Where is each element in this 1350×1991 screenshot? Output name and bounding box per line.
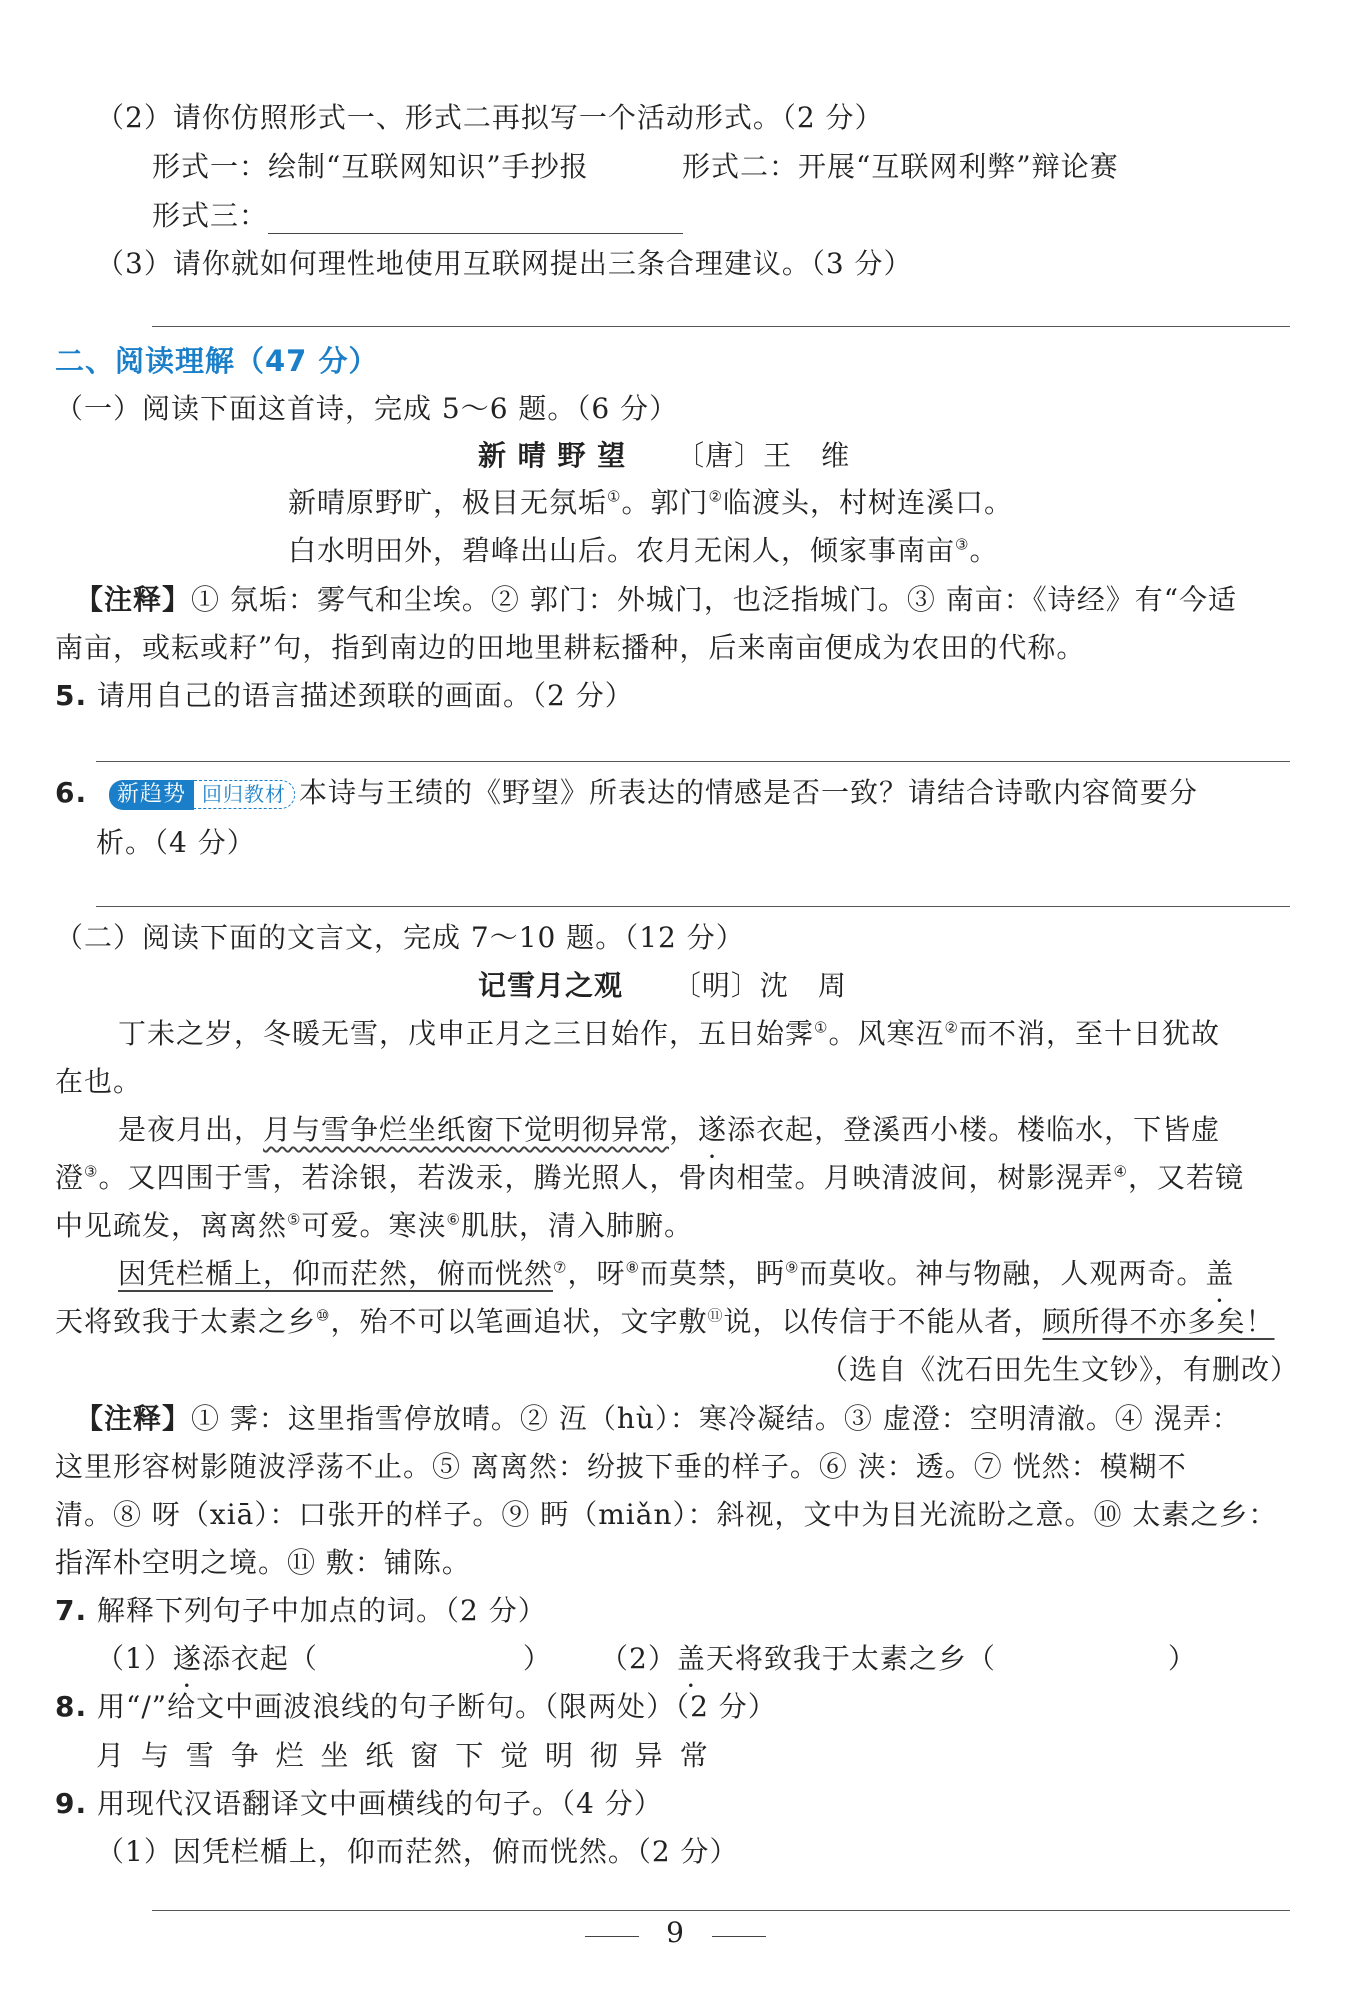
essay-text: 。又四围于雪，若涂银，若泼汞，腾光照人，骨肉相莹。月映清波间，树影滉弄: [98, 1161, 1114, 1194]
essay-p3-line2: [55, 1304, 1275, 1340]
page-number: 9: [666, 1916, 684, 1949]
question-5: [55, 678, 634, 714]
essay-text: ，殆不可以笔画追状，文字敷: [330, 1305, 708, 1338]
question-9-1: （1）因凭栏楯上，仰而茫然，俯而恍然。（2 分）: [96, 1835, 739, 1868]
question-7-2: [600, 1641, 1197, 1677]
essay-p2-line2: [55, 1160, 1244, 1196]
question-text: 请用自己的语言描述颈联的画面。（2 分）: [97, 679, 634, 712]
trend-badge: [109, 780, 295, 810]
poem-line-1: [288, 485, 1013, 521]
note-marker: ⑤: [287, 1210, 302, 1229]
essay-p1-line1: [118, 1016, 1220, 1052]
note-marker: ④: [1113, 1162, 1128, 1181]
notes-label: 【注释】: [75, 1402, 192, 1435]
note-marker: ①: [814, 1018, 829, 1037]
question-text: 用“/”给文中画波浪线的句子断句。（限两处）（2 分）: [97, 1690, 777, 1723]
essay-notes-4: 指浑朴空明之境。⑪ 敷：铺陈。: [55, 1546, 471, 1579]
essay-notes-1: [75, 1401, 1241, 1437]
essay-p3-line1: [118, 1256, 1234, 1292]
answer-line[interactable]: [152, 326, 1290, 327]
essay-text: 可爱。寒浃: [301, 1209, 447, 1242]
notes-text: ① 氛垢：雾气和尘埃。② 郭门：外城门，也泛指城门。③ 南亩：《诗经》有“今适: [191, 583, 1238, 616]
question-8: [55, 1689, 777, 1725]
trend-badge-sub: 回归教材: [194, 780, 295, 809]
essay-text: 中见疏发，离离然: [55, 1209, 288, 1242]
question-number: 7.: [55, 1594, 88, 1627]
poem-author: 〔唐〕王 维: [676, 439, 851, 472]
essay-text: 添衣起，登溪西小楼。楼临水，下皆虚: [727, 1113, 1221, 1146]
underlined-sentence: 顾所得不亦多矣！: [1042, 1305, 1275, 1338]
poem-text: 白水明田外，碧峰出山后。农月无闲人，倾家事南亩: [288, 534, 956, 567]
question-number: 5.: [55, 679, 88, 712]
essay-text: 是夜月出，: [118, 1113, 264, 1146]
question-6: [55, 775, 1198, 811]
footer-rule-right: [712, 1936, 766, 1937]
essay-p2-line3: [55, 1208, 693, 1244]
sub-number: （1）: [96, 1642, 173, 1675]
essay-text: 丁未之岁，冬暖无雪，戊申正月之三日始作，五日始霁: [118, 1017, 815, 1050]
part1-intro: （一）阅读下面这首诗，完成 5～6 题。（6 分）: [55, 392, 679, 425]
essay-header: [478, 968, 847, 1004]
essay-title: 记雪月之观: [478, 969, 624, 1002]
essay-notes-2: 这里形容树影随波浮荡不止。⑤ 离离然：纷披下垂的样子。⑥ 浃：透。⑦ 恍然：模糊不: [55, 1450, 1187, 1483]
question-6-cont: 析。（4 分）: [96, 826, 256, 859]
section-title: 二、阅读理解（47 分）: [55, 344, 379, 378]
poem-title: 新 晴 野 望: [478, 439, 627, 472]
question-number: 9.: [55, 1787, 88, 1820]
q4-form3: [152, 198, 683, 234]
bracket-close: ）: [1167, 1642, 1197, 1675]
poem-text: 临渡头，村树连溪口。: [722, 486, 1013, 519]
question-text: 添衣起（: [201, 1642, 318, 1675]
q4-form2: 形式二：开展“互联网利弊”辩论赛: [682, 150, 1119, 183]
note-marker: ⑦: [553, 1258, 568, 1277]
question-text: 天将致我于太素之乡（: [705, 1642, 996, 1675]
question-7: [55, 1593, 547, 1629]
poem-text: 新晴原野旷，极目无氛垢: [288, 486, 608, 519]
q4-sub3: （3）请你就如何理性地使用互联网提出三条合理建议。（3 分）: [96, 247, 913, 280]
question-7-1: [96, 1641, 552, 1677]
notes-label: 【注释】: [75, 583, 192, 616]
essay-text: 而莫收。神与物融，人观两奇。: [799, 1257, 1206, 1290]
poem-text: 。郭门: [621, 486, 709, 519]
essay-source: （选自《沈石田先生文钞》，有删改）: [820, 1353, 1300, 1386]
essay-text: 。风寒沍: [828, 1017, 945, 1050]
q4-sub2: （2）请你仿照形式一、形式二再拟写一个活动形式。（2 分）: [96, 101, 884, 134]
poem-notes-2: 南亩，或耘或耔”句，指到南边的田地里耕耘播种，后来南亩便成为农田的代称。: [55, 631, 1086, 664]
essay-text: 而不消，至十日犹故: [958, 1017, 1220, 1050]
sub-number: （2）: [600, 1642, 677, 1675]
trend-badge-label: 新趋势: [109, 780, 194, 810]
dotted-word: 盖: [1205, 1257, 1235, 1290]
wavy-underlined-sentence: 月与雪争烂坐纸窗下觉明彻异常: [263, 1113, 670, 1146]
note-marker: ②: [708, 487, 723, 506]
essay-text: 澄: [55, 1161, 85, 1194]
essay-text: ，呀: [567, 1257, 626, 1290]
poem-header: [478, 438, 850, 474]
question-text: 用现代汉语翻译文中画横线的句子。（4 分）: [97, 1787, 663, 1820]
essay-notes-3: 清。⑧ 呀（xiā）：口张开的样子。⑨ 眄（miǎn）：斜视，文中为目光流盼之意。⑩ 太素之乡：: [55, 1498, 1278, 1531]
essay-text: 肌肤，清入肺腑。: [460, 1209, 693, 1242]
note-marker: ③: [84, 1162, 99, 1181]
note-marker: ⑧: [625, 1258, 640, 1277]
answer-line[interactable]: [96, 906, 1290, 907]
poem-text: 。: [969, 534, 999, 567]
dotted-word: 盖: [676, 1642, 706, 1675]
essay-text: ，又若镜: [1127, 1161, 1244, 1194]
underlined-sentence: 因凭栏楯上，仰而茫然，俯而恍然: [118, 1257, 554, 1290]
note-marker: ③: [955, 535, 970, 554]
essay-p1-line2: 在也。: [55, 1065, 143, 1098]
note-marker: ⑩: [316, 1306, 331, 1325]
note-marker: ⑥: [446, 1210, 461, 1229]
bracket-close: ）: [522, 1642, 552, 1675]
question-text: 本诗与王绩的《野望》所表达的情感是否一致？请结合诗歌内容简要分: [299, 776, 1199, 809]
dotted-word: 遂: [172, 1642, 202, 1675]
essay-text: 天将致我于太素之乡: [55, 1305, 317, 1338]
answer-line[interactable]: [96, 761, 1290, 762]
part2-intro: （二）阅读下面的文言文，完成 7～10 题。（12 分）: [55, 921, 745, 954]
poem-notes-1: [75, 582, 1237, 618]
note-marker: ⑨: [784, 1258, 800, 1277]
dotted-word: 遂: [698, 1113, 728, 1146]
question-number: 6.: [55, 776, 88, 809]
essay-p2-line1: [118, 1112, 1220, 1148]
answer-line[interactable]: [152, 1910, 1290, 1911]
note-marker: ①: [607, 487, 622, 506]
q4-form3-blank[interactable]: [268, 205, 683, 234]
q4-form1: 形式一：绘制“互联网知识”手抄报: [152, 150, 589, 183]
essay-text: 说，以传信于不能从者，: [723, 1305, 1043, 1338]
poem-line-2: [288, 533, 998, 569]
question-8-sentence: 月 与 雪 争 烂 坐 纸 窗 下 觉 明 彻 异 常: [96, 1739, 712, 1772]
q4-form3-label: 形式三：: [152, 199, 269, 232]
essay-text: ，: [669, 1113, 699, 1146]
essay-author: 〔明〕沈 周: [672, 969, 847, 1002]
note-marker: ⑪: [707, 1306, 724, 1325]
question-text: 解释下列句子中加点的词。（2 分）: [97, 1594, 547, 1627]
notes-text: ① 霁：这里指雪停放晴。② 沍（hù）：寒冷凝结。③ 虚澄：空明清澈。④ 滉弄：: [191, 1402, 1241, 1435]
question-number: 8.: [55, 1690, 88, 1723]
note-marker: ②: [944, 1018, 959, 1037]
essay-text: 而莫禁，眄: [639, 1257, 785, 1290]
question-9: [55, 1786, 663, 1822]
